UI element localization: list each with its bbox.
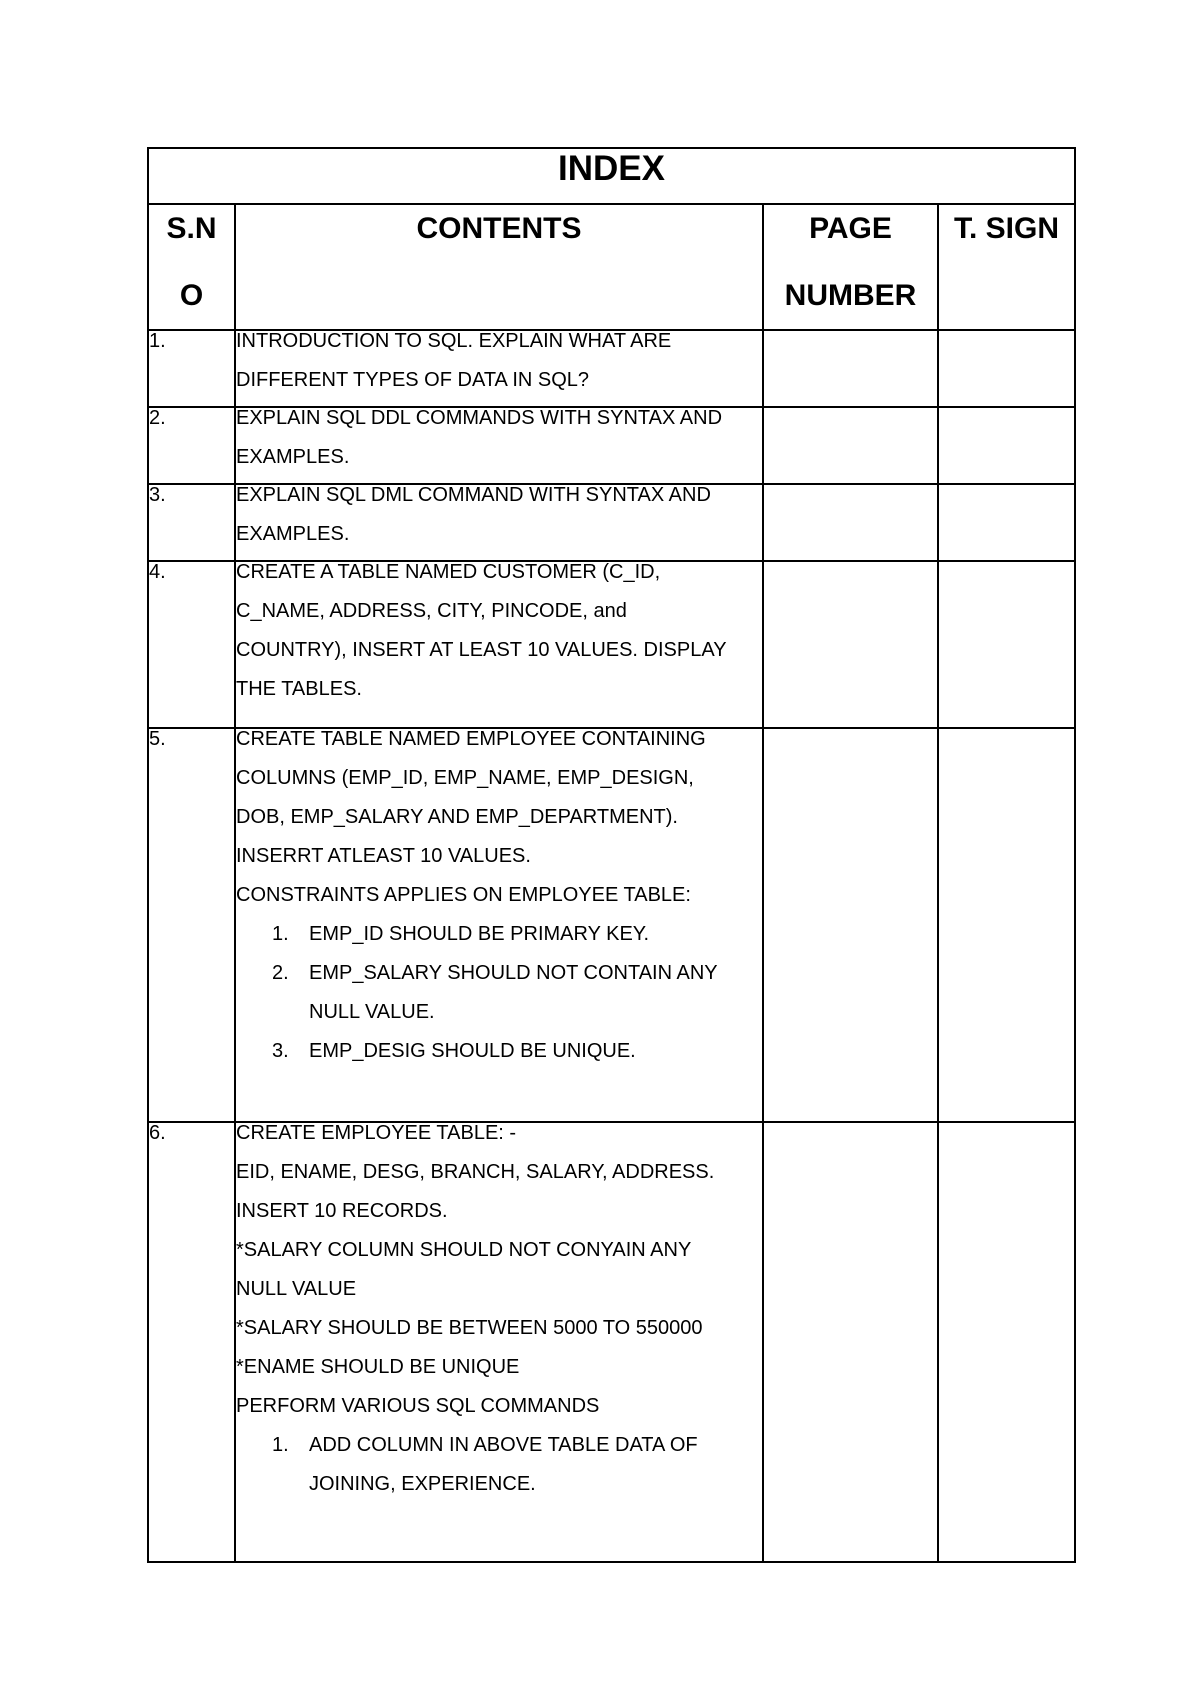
list-item-number: 3. — [272, 1040, 289, 1062]
serial-number-cell — [148, 561, 235, 728]
table-row — [148, 561, 1075, 728]
header-page-line: NUMBER — [784, 279, 917, 312]
contents-cell — [235, 561, 763, 728]
contents-line: *SALARY SHOULD BE BETWEEN 5000 TO 550000 — [236, 1317, 703, 1339]
contents-line: CREATE A TABLE NAMED CUSTOMER (C_ID, — [236, 561, 661, 583]
contents-line: COUNTRY), INSERT AT LEAST 10 VALUES. DISPLAY — [236, 639, 727, 661]
contents-line: INSERRT ATLEAST 10 VALUES. — [236, 845, 531, 867]
header-t-sign — [938, 204, 1075, 330]
page-number-cell — [763, 1122, 938, 1562]
contents-line: *SALARY COLUMN SHOULD NOT CONYAIN ANY — [236, 1239, 692, 1261]
index-table — [147, 147, 1076, 1563]
contents-line: THE TABLES. — [236, 678, 362, 700]
header-sign-label: T. SIGN — [954, 212, 1060, 245]
teacher-sign-cell — [938, 330, 1075, 407]
header-page-line: PAGE — [809, 212, 892, 245]
serial-number: 6. — [149, 1122, 166, 1144]
contents-line: COLUMNS (EMP_ID, EMP_NAME, EMP_DESIGN, — [236, 767, 694, 789]
serial-number: 3. — [149, 484, 166, 506]
teacher-sign-cell — [938, 484, 1075, 561]
list-item — [236, 1029, 762, 1074]
contents-line: C_NAME, ADDRESS, CITY, PINCODE, and — [236, 600, 627, 622]
contents-line: CREATE TABLE NAMED EMPLOYEE CONTAINING — [236, 728, 706, 750]
contents-line: CONSTRAINTS APPLIES ON EMPLOYEE TABLE: — [236, 884, 691, 906]
header-sno-line: O — [179, 279, 204, 312]
list-item-number: 1. — [272, 1434, 289, 1456]
contents-line: EXPLAIN SQL DML COMMAND WITH SYNTAX AND — [236, 484, 711, 506]
serial-number: 4. — [149, 561, 166, 583]
index-body — [148, 330, 1075, 1562]
page-number-cell — [763, 330, 938, 407]
teacher-sign-cell — [938, 561, 1075, 728]
contents-line: INSERT 10 RECORDS. — [236, 1200, 448, 1222]
list-item-number: 1. — [272, 923, 289, 945]
contents-line: PERFORM VARIOUS SQL COMMANDS — [236, 1395, 600, 1417]
teacher-sign-cell — [938, 407, 1075, 484]
contents-line: INTRODUCTION TO SQL. EXPLAIN WHAT ARE — [236, 330, 672, 352]
contents-line: DOB, EMP_SALARY AND EMP_DEPARTMENT). — [236, 806, 678, 828]
page-number-cell — [763, 484, 938, 561]
page-number-cell — [763, 728, 938, 1122]
teacher-sign-cell — [938, 728, 1075, 1122]
page-number-cell — [763, 407, 938, 484]
page-number-cell — [763, 561, 938, 728]
list-item-number: 2. — [272, 962, 289, 984]
serial-number-cell — [148, 1122, 235, 1562]
table-row — [148, 1122, 1075, 1562]
contents-line: CREATE EMPLOYEE TABLE: - — [236, 1122, 517, 1144]
serial-number-cell — [148, 728, 235, 1122]
list-item-text: EMP_SALARY SHOULD NOT CONTAIN ANY — [309, 962, 718, 984]
list-item-text: EMP_DESIG SHOULD BE UNIQUE. — [309, 1040, 636, 1062]
header-contents-label: CONTENTS — [416, 212, 582, 245]
header-contents — [235, 204, 763, 330]
contents-line: EXAMPLES. — [236, 523, 350, 545]
contents-cell — [235, 728, 763, 1122]
teacher-sign-cell — [938, 1122, 1075, 1562]
contents-line: *ENAME SHOULD BE UNIQUE — [236, 1356, 520, 1378]
contents-line: EXAMPLES. — [236, 446, 350, 468]
list-item-text: EMP_ID SHOULD BE PRIMARY KEY. — [309, 923, 650, 945]
serial-number: 5. — [149, 728, 166, 750]
list-item-text: NULL VALUE. — [309, 1001, 435, 1023]
serial-number: 1. — [149, 330, 166, 352]
header-sno — [148, 204, 235, 330]
serial-number: 2. — [149, 407, 166, 429]
contents-line: EID, ENAME, DESG, BRANCH, SALARY, ADDRESS. — [236, 1161, 715, 1183]
contents-line: DIFFERENT TYPES OF DATA IN SQL? — [236, 369, 590, 391]
header-page-number — [763, 204, 938, 330]
list-item-text: JOINING, EXPERIENCE. — [309, 1473, 536, 1495]
contents-line: EXPLAIN SQL DDL COMMANDS WITH SYNTAX AND — [236, 407, 723, 429]
header-sno-line: S.N — [166, 212, 217, 245]
contents-line: NULL VALUE — [236, 1278, 357, 1300]
contents-cell — [235, 1122, 763, 1562]
table-row — [148, 728, 1075, 1122]
list-item-text: ADD COLUMN IN ABOVE TABLE DATA OF — [309, 1434, 698, 1456]
header-row — [148, 204, 1075, 330]
index-title: INDEX — [148, 148, 1075, 204]
